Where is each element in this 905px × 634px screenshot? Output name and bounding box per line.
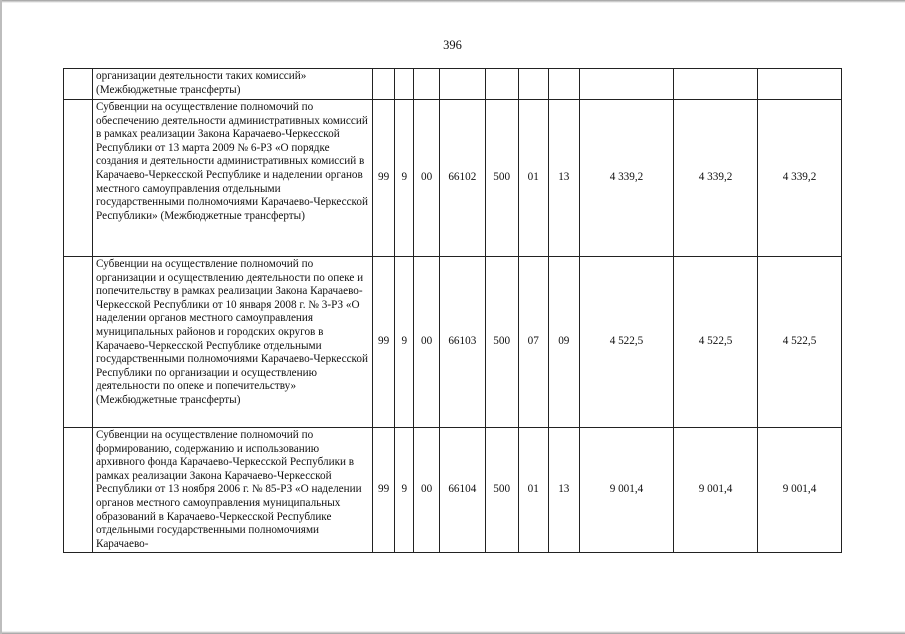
code-cell (395, 69, 414, 100)
amount-cell: 9 001,4 (579, 428, 673, 553)
code-cell: 01 (518, 428, 548, 553)
code-cell: 00 (414, 428, 440, 553)
amount-cell: 4 522,5 (758, 257, 842, 428)
code-cell: 09 (548, 257, 579, 428)
row-name-cell: Субвенции на осуществление полномочий по организации и осуществлению деятельности по опеке и попечительству в рамках реализации Закона Карачаево-Черкесской Республики от 10 января 2008 г. № 3-РЗ «О наделении органов местного самоуправления муниципальных районов и городских округов в Карачаево-Черкесской Республике отдельными государственными полномочиями Карачаево-Черкесской Республики по организации и осуществлению деятельности по опеке и попечительству» (Межбюджетные трансферты) (93, 257, 373, 428)
row-marker-cell (64, 69, 93, 100)
code-cell (440, 69, 486, 100)
code-cell: 99 (372, 428, 395, 553)
amount-cell: 4 522,5 (579, 257, 673, 428)
amount-cell: 9 001,4 (758, 428, 842, 553)
code-cell (518, 69, 548, 100)
code-cell: 500 (485, 428, 518, 553)
page-number: 396 (443, 38, 462, 52)
code-cell (548, 69, 579, 100)
amount-cell: 9 001,4 (674, 428, 758, 553)
budget-table (63, 68, 842, 553)
code-cell: 500 (485, 257, 518, 428)
code-cell: 07 (518, 257, 548, 428)
code-cell: 13 (548, 428, 579, 553)
table-row (64, 69, 842, 100)
code-cell: 99 (372, 100, 395, 257)
row-marker-cell (64, 428, 93, 553)
code-cell (485, 69, 518, 100)
amount-cell (579, 69, 673, 100)
code-cell (372, 69, 395, 100)
code-cell: 00 (414, 257, 440, 428)
code-cell: 66103 (440, 257, 486, 428)
code-cell: 13 (548, 100, 579, 257)
row-name-cell: Субвенции на осуществление полномочий по обеспечению деятельности административных комиссий в рамках реализации Закона Карачаево-Черкесской Республики от 13 марта 2009 № 6-РЗ «О порядке создания и деятельности административных комиссий в Карачаево-Черкесской Республике и наделении органов местного самоуправления отдельными государственными полномочиями Карачаево-Черкесской Республики» (Межбюджетные трансферты) (93, 100, 373, 257)
code-cell (414, 69, 440, 100)
code-cell: 66104 (440, 428, 486, 553)
table-row (64, 257, 842, 428)
table-row (64, 428, 842, 553)
code-cell: 00 (414, 100, 440, 257)
code-cell: 01 (518, 100, 548, 257)
amount-cell: 4 339,2 (579, 100, 673, 257)
amount-cell (674, 69, 758, 100)
amount-cell: 4 522,5 (674, 257, 758, 428)
scan-edge-left (0, 0, 2, 634)
row-marker-cell (64, 100, 93, 257)
row-name-cell: Субвенции на осуществление полномочий по формированию, содержанию и использованию архивного фонда Карачаево-Черкесской Республики в рамках реализации Закона Карачаево-Черкесской Республики от 13 ноября 2006 г. № 85-РЗ «О наделении органов местного самоуправления муниципальных образований в Карачаево-Черкесской Республике отдельными государственными полномочиями Карачаево- (93, 428, 373, 553)
row-marker-cell (64, 257, 93, 428)
amount-cell: 4 339,2 (758, 100, 842, 257)
code-cell: 99 (372, 257, 395, 428)
code-cell: 66102 (440, 100, 486, 257)
code-cell: 500 (485, 100, 518, 257)
code-cell: 9 (395, 257, 414, 428)
row-name-cell: организации деятельности таких комиссий» (Межбюджетные трансферты) (93, 69, 373, 100)
code-cell: 9 (395, 428, 414, 553)
amount-cell (758, 69, 842, 100)
table-row (64, 100, 842, 257)
amount-cell: 4 339,2 (674, 100, 758, 257)
code-cell: 9 (395, 100, 414, 257)
scan-edge-top (0, 0, 905, 3)
